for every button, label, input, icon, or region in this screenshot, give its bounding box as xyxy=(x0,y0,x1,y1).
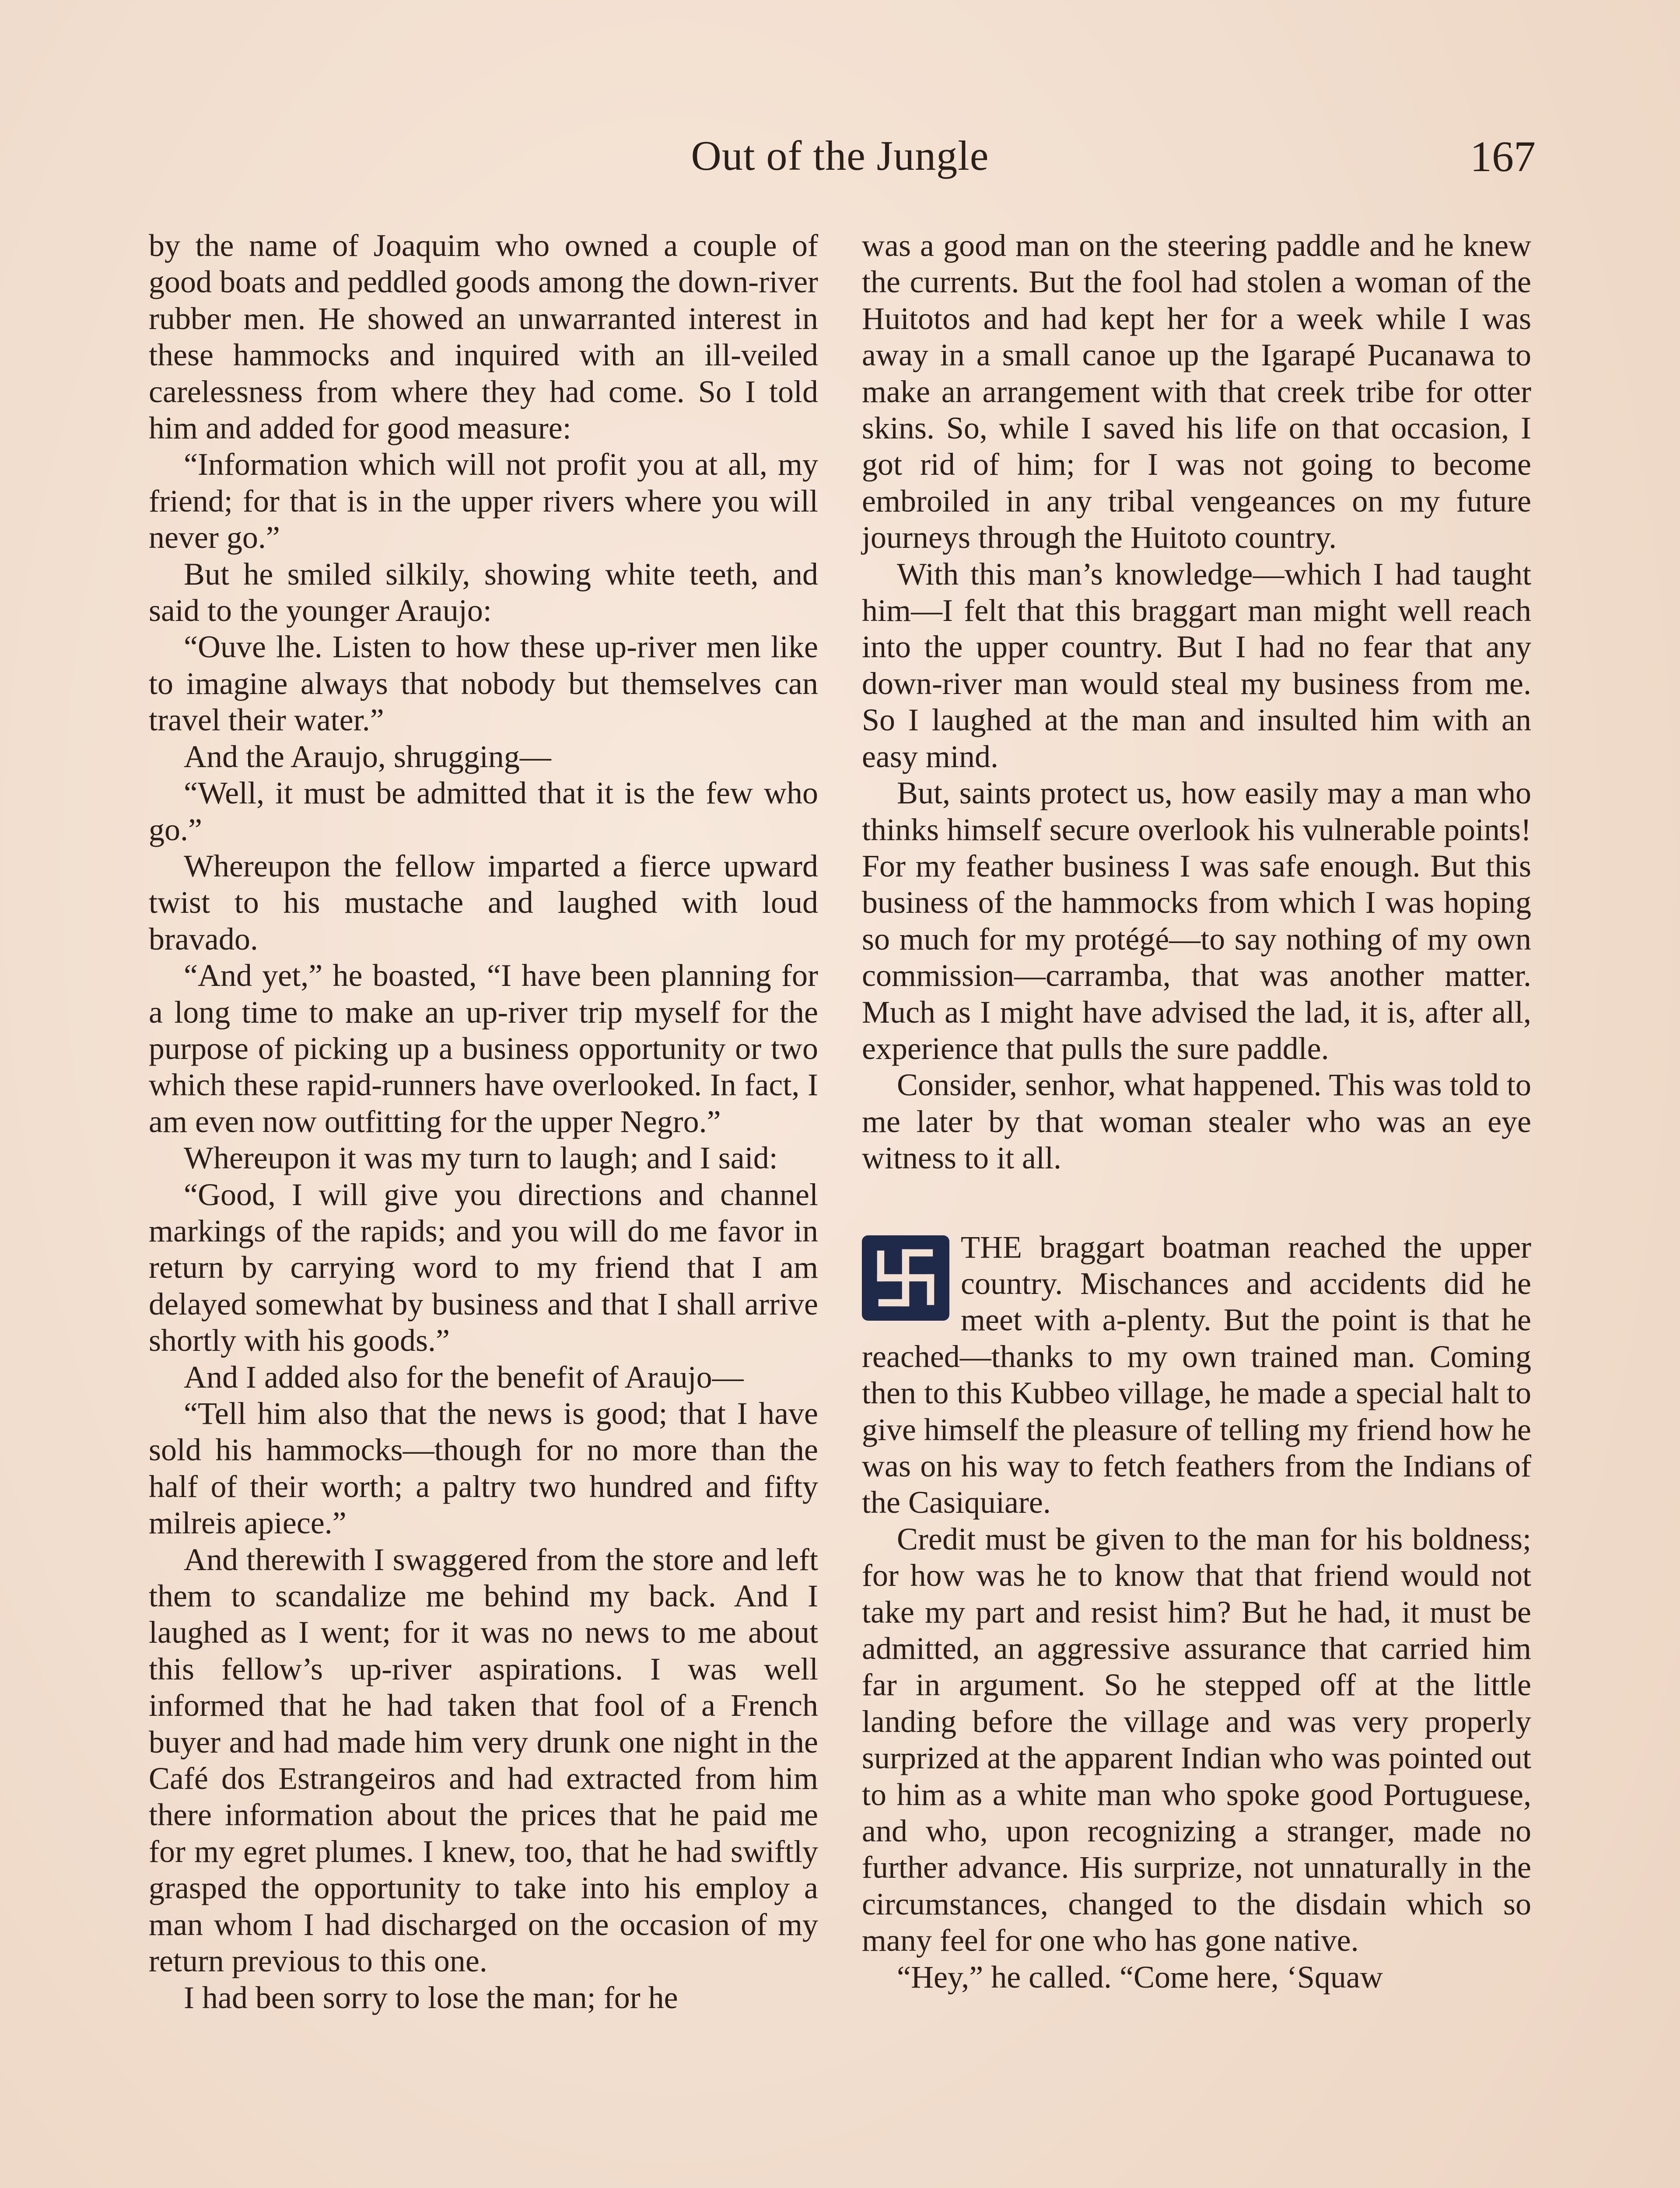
paragraph: “And yet,” he boasted, “I have been planning for a long time to make an up-river trip myself for the purpose of picking up a business opportunity or two which these rapid-runners have overlooked. In fact, I am even now outfitting for the upper Negro.” xyxy=(149,958,818,1139)
paragraph: “Information which will not profit you at all, my friend; for that is in the upper rivers where you will never go.” xyxy=(149,447,818,555)
paragraph: And I added also for the benefit of Araujo— xyxy=(184,1359,744,1395)
left-column xyxy=(149,228,818,2016)
paragraph: “Good, I will give you directions and channel markings of the rapids; and you will do me favor in return by carrying word to my friend that I am delayed somewhat by business and that I shall arrive shortly with his goods.” xyxy=(149,1177,818,1358)
paragraph: “Ouve lhe. Listen to how these up-river men like to imagine always that nobody but themselves can travel their water.” xyxy=(149,629,818,738)
paragraph: Whereupon it was my turn to laugh; and I said: xyxy=(184,1140,778,1176)
paragraph: With this man’s knowledge—which I had taught him—I felt that this braggart man might well reach into the upper country. But I had no fear that any down-river man would steal my business from me. So I laughed at the man and insulted him with an easy mind. xyxy=(862,556,1531,774)
paragraph: Whereupon the fellow imparted a fierce upward twist to his mustache and laughed with loud bravado. xyxy=(149,848,818,957)
paragraph: But, saints protect us, how easily may a man who thinks himself secure overlook his vulnerable points! For my feather business I was safe enough. But this business of the hammocks from which I was hoping so much for my protégé—to say nothing of my own commission—carramba, that was another matter. Much as I might have advised the lad, it is, after all, experience that pulls the sure paddle. xyxy=(862,775,1531,1066)
paragraph: “Hey,” he called. “Come here, ‘Squaw xyxy=(897,1959,1383,1995)
paragraph: by the name of Joaquim who owned a couple of good boats and peddled goods among the down-river rubber men. He showed an unwarranted interest in these hammocks and inquired with an ill-veiled carelessness from where they had come. So I told him and added for good measure: xyxy=(149,228,818,446)
paragraph: But he smiled silkily, showing white teeth, and said to the younger Araujo: xyxy=(149,556,818,628)
paragraph: Credit must be given to the man for his boldness; for how was he to know that that friend would not take my part and resist him? But he had, it must be admitted, an aggressive assurance that carried him far in argument. So he stepped off at the little landing before the village and was very properly surprized at the apparent Indian who was pointed out to him as a white man who spoke good Portuguese, and who, upon recognizing a stranger, made no further advance. His surprize, not unnaturally in the circumstances, changed to the disdain which so many feel for one who has gone native. xyxy=(862,1521,1531,1958)
right-column xyxy=(862,228,1531,1995)
paragraph: And the Araujo, shrugging— xyxy=(184,739,551,774)
paragraph: And therewith I swaggered from the store and left them to scandalize me behind my back. And I laughed as I went; for it was no news to me about this fellow’s up-river aspirations. I was well informed that he had taken that fool of a French buyer and had made him very drunk one night in the Café dos Estrangeiros and had extracted from him there information about the prices that he paid me for my egret plumes. I knew, too, that he had swiftly grasped the opportunity to take into his employ a man whom I had discharged on the occasion of my return previous to this one. xyxy=(149,1542,818,1979)
running-title: Out of the Jungle xyxy=(691,132,989,179)
section-break xyxy=(862,1177,1531,1229)
paragraph: “Tell him also that the news is good; that I have sold his hammocks—though for no more than the half of their worth; a paltry two hundred and fifty milreis apiece.” xyxy=(149,1396,818,1541)
section-opening xyxy=(862,1229,1531,1521)
page-number: 167 xyxy=(1470,132,1536,181)
paragraph: was a good man on the steering paddle and he knew the currents. But the fool had stolen a woman of the Huitotos and had kept her for a week while I was away in a small canoe up the Igarapé Pucanawa to make an arrangement with that creek tribe for otter skins. So, while I saved his life on that occasion, I got rid of him; for I was not going to become embroiled in any tribal vengeances on my future journeys through the Huitoto country. xyxy=(862,228,1531,555)
paragraph: THE braggart boatman reached the upper country. Mischances and accidents did he meet with a-plenty. But the point is that he reached—thanks to my own trained man. Coming then to this Kubbeo village, he made a special halt to give himself the pleasure of telling my friend how he was on his way to fetch feathers from the Indians of the Casiquiare. xyxy=(862,1229,1531,1520)
paragraph: “Well, it must be admitted that it is the few who go.” xyxy=(149,775,818,847)
paragraph: Consider, senhor, what happened. This was told to me later by that woman stealer who was an eye witness to it all. xyxy=(862,1067,1531,1176)
swastika-ornament-icon xyxy=(862,1235,949,1321)
paragraph: I had been sorry to lose the man; for he xyxy=(184,1980,678,2015)
